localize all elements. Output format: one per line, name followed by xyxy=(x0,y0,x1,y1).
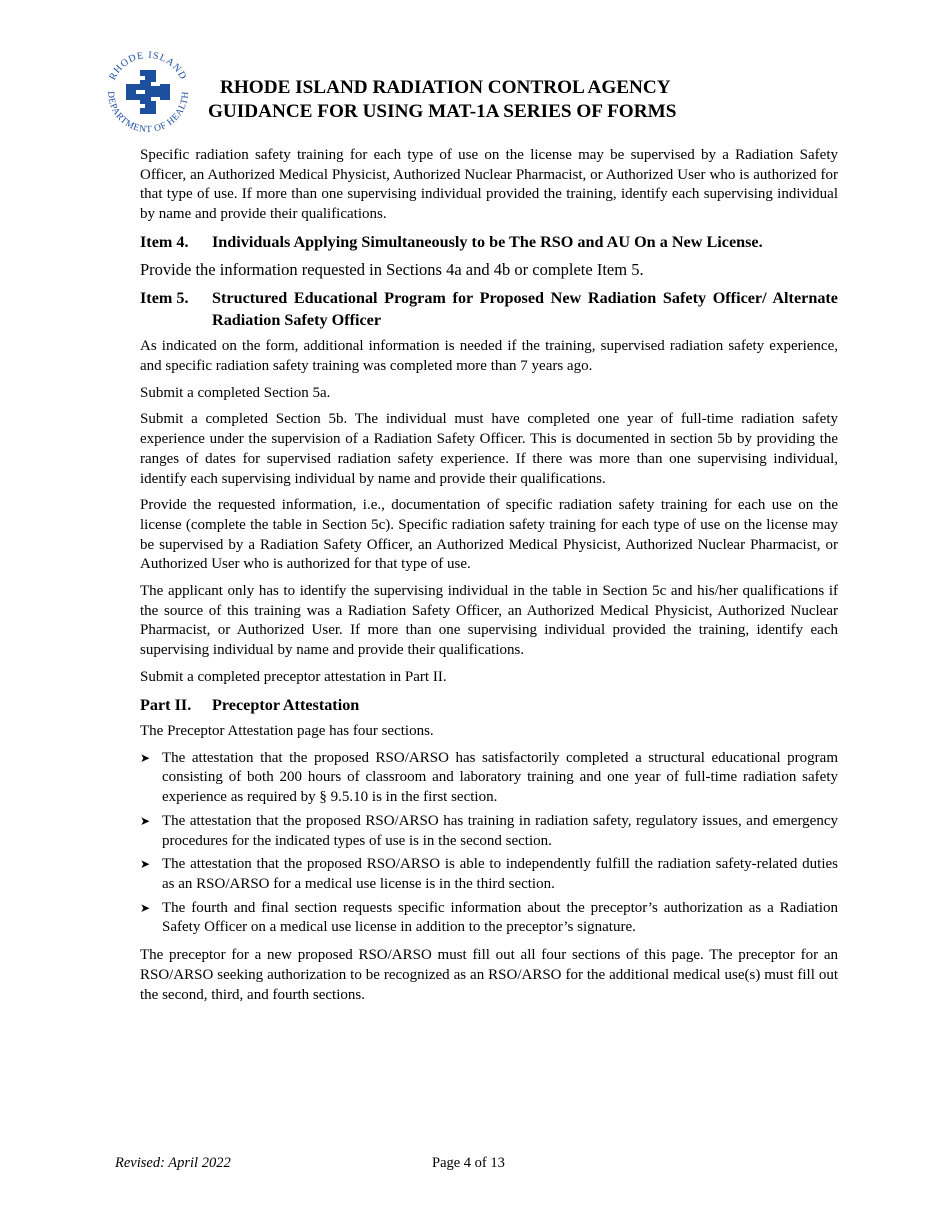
list-item xyxy=(140,899,838,938)
item-5-paragraph: Submit a completed Section 5a. xyxy=(140,384,331,401)
list-item xyxy=(140,749,838,808)
svg-text:RHODE ISLAND: RHODE ISLAND xyxy=(107,49,189,83)
list-item-text: The attestation that the proposed RSO/ARSO is able to independently fulfill the radiation safety-related duties as an RSO/ARSO for a medical use license is in the third section. xyxy=(162,856,838,892)
item-5-paragraph: Submit a completed preceptor attestation in Part II. xyxy=(140,668,447,685)
revision-date: Revised: April 2022 xyxy=(115,1155,231,1171)
page-number: Page 4 of 13 xyxy=(432,1155,505,1171)
item-5-paragraph: Submit a completed Section 5b. The individual must have completed one year of full-time radiation safety experience under the supervision of a Radiation Safety Officer. This is documented in section 5b by providing the ranges of dates for supervised radiation safety experience. If there was more than one supervising individual, identify each supervising individual by name and provide their qualifications. xyxy=(140,411,838,487)
part-2-title: Preceptor Attestation xyxy=(212,695,360,714)
arrow-bullet-icon: ➤ xyxy=(140,750,151,765)
part-2-closing: The preceptor for a new proposed RSO/ARSO must fill out all four sections of this page. The preceptor for an RSO/ARSO seeking authorization to be recognized as an RSO/ARSO for the additional medical use(s) must fill out the second, third, and fourth sections. xyxy=(140,947,838,1003)
part-2-intro: The Preceptor Attestation page has four sections. xyxy=(140,723,434,740)
item-4-heading xyxy=(140,232,838,254)
item-5-paragraph: The applicant only has to identify the supervising individual in the table in Section 5c and his/her qualifications if the source of this training was a Radiation Safety Officer, an Authorized Medical Physicist, Authorized Nuclear Pharmacist, or Authorized User. If more than one supervising individual provided the training, identify each supervising individual by name and provide their qualifications. xyxy=(140,583,838,659)
item-5-heading xyxy=(140,288,838,331)
intro-paragraph: Specific radiation safety training for each type of use on the license may be supervised by a Radiation Safety Officer, an Authorized Medical Physicist, Authorized Nuclear Pharmacist, or Authorized User who is authorized for that type of use. If more than one supervising individual provided the training, identify each supervising individual by name and provide their qualifications. xyxy=(140,147,838,223)
item-5-paragraph: As indicated on the form, additional information is needed if the training, supervised radiation safety experience, and specific radiation safety training was completed more than 7 years ago. xyxy=(140,338,838,375)
document-body xyxy=(140,146,838,1012)
list-item-text: The attestation that the proposed RSO/ARSO has satisfactorily completed a structural educational program consisting of both 200 hours of classroom and laboratory training and one year of full-time radiation safety experience as required by § 9.5.10 is in the first section. xyxy=(162,749,838,806)
arrow-bullet-icon: ➤ xyxy=(140,857,151,872)
list-item xyxy=(140,855,838,894)
health-cross-icon xyxy=(126,70,170,114)
document-header xyxy=(208,76,676,124)
list-item-text: The attestation that the proposed RSO/ARSO has training in radiation safety, regulatory issues, and emergency procedures for the indicated types of use is in the second section. xyxy=(162,812,838,849)
header-agency-title: RHODE ISLAND RADIATION CONTROL AGENCY xyxy=(220,77,671,98)
item-5-title: Structured Educational Program for Proposed New Radiation Safety Officer/ Alternate Radiation Safety Officer xyxy=(212,289,838,329)
header-guidance-title: GUIDANCE FOR USING MAT-1A SERIES OF FORMS xyxy=(208,101,677,122)
item-5-number: Item 5. xyxy=(140,289,189,308)
item-5-paragraph: Provide the requested information, i.e., documentation of specific radiation safety training for each use on the license (complete the table in Section 5c). Specific radiation safety training for each type of use on the license may be supervised by a Radiation Safety Officer, an Authorized Medical Physicist, Authorized Nuclear Pharmacist, or Authorized User who is authorized for that type of use. xyxy=(140,497,838,573)
arrow-bullet-icon: ➤ xyxy=(140,900,151,915)
list-item xyxy=(140,812,838,851)
item-4-text: Provide the information requested in Sections 4a and 4b or complete Item 5. xyxy=(140,260,644,280)
part-2-heading xyxy=(140,695,838,717)
item-4-number: Item 4. xyxy=(140,232,189,251)
svg-text:DEPARTMENT OF HEALTH: DEPARTMENT OF HEALTH xyxy=(104,90,192,136)
ri-department-of-health-logo xyxy=(98,42,198,142)
arrow-bullet-icon: ➤ xyxy=(140,813,151,828)
part-2-number: Part II. xyxy=(140,695,192,714)
list-item-text: The fourth and final section requests specific information about the preceptor’s authorization as a Radiation Safety Officer on a medical use license in addition to the preceptor’s signature. xyxy=(162,899,838,936)
preceptor-sections-list xyxy=(140,749,838,938)
item-4-title: Individuals Applying Simultaneously to be The RSO and AU On a New License. xyxy=(212,232,763,251)
